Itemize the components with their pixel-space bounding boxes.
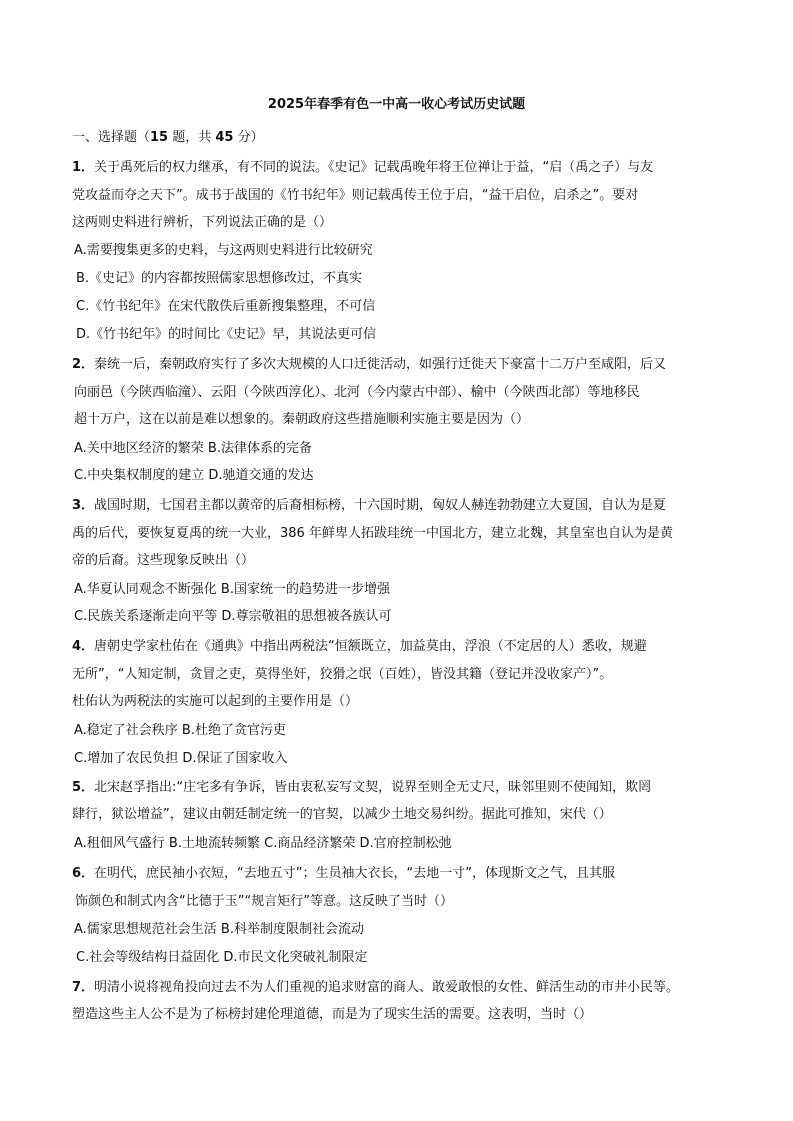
question-4-line-3: 杜佑认为两税法的实施可以起到的主要作用是（）: [72, 694, 359, 709]
question-6-line-1: 6．在明代，庶民袖小衣短，“去地五寸”；生员袖大衣长，“去地一寸”，体现斯文之气，且其服: [72, 866, 615, 881]
question-3-line-3: 帝的后裔。这些现象反映出（）: [72, 553, 255, 568]
section-heading: [72, 129, 264, 147]
question-6-number: 6．: [72, 866, 95, 881]
section-question-count: 15: [150, 130, 169, 145]
question-4-line-1: 4．唐朝史学家杜佑在《通典》中指出两税法“恒额既立，加益莫由，浮浪（不定居的人）悉收，规避: [72, 639, 647, 654]
question-5-number: 5．: [72, 780, 95, 795]
question-1-line-2: 党攻益而夺之天下”。成书于战国的《竹书纪年》则记载禹传王位于启，“益干启位，启杀之”。要对: [72, 188, 639, 203]
question-2-line-2: 向丽邑（今陕西临潼）、云阳（今陕西淳化）、北河（今内蒙古中部）、榆中（今陕西北部）等地移民: [74, 385, 640, 400]
question-4-options-ab: A.稳定了社会秩序 B.杜绝了贪官污吏: [74, 723, 286, 738]
question-4-options-cd: C.增加了农民负担 D.保证了国家收入: [74, 751, 288, 766]
exam-title: 2025年春季有色一中高一收心考试历史试题: [267, 97, 526, 112]
question-4-number: 4．: [72, 639, 95, 654]
question-3-line-2: 禹的后代，要恢复夏禹的统一大业，386 年鲜卑人拓跋珪统一中国北方，建立北魏，其皇室也自认为是黄: [72, 526, 673, 541]
question-2-number: 2．: [72, 357, 95, 372]
question-7-number: 7．: [72, 980, 95, 995]
question-1-option-c: C.《竹书纪年》在宋代散佚后重新搜集整理，不可信: [76, 299, 376, 314]
question-2-line-3: 超十万户，这在以前是难以想象的。秦朝政府这些措施顺利实施主要是因为（）: [74, 412, 530, 427]
question-1-number: 1．: [72, 160, 95, 175]
question-1-line-3: 这两则史料进行辨析，下列说法正确的是（）: [72, 215, 333, 230]
question-1-option-d: D.《竹书纪年》的时间比《史记》早，其说法更可信: [76, 327, 377, 342]
question-3-number: 3．: [72, 498, 95, 513]
question-2-line-1: 2．秦统一后，秦朝政府实行了多次大规模的人口迁徙活动，如强行迁徙天下豪富十二万户至咸阳，后又: [72, 357, 667, 372]
question-3-line-1: 3．战国时期，七国君主都以黄帝的后裔相标榜，十六国时期，匈奴人赫连勃勃建立大夏国，自认为是夏: [72, 498, 667, 513]
question-5-line-1: 5．北宋赵孚指出:“庄宅多有争诉，皆由衷私妄写文契，说界至则全无丈尺，昧邻里则不使闻知，欺罔: [72, 780, 652, 795]
question-1-option-a: A.需要搜集更多的史料，与这两则史料进行比较研究: [74, 243, 373, 258]
question-4-line-2: 无所”，“人知定制，贪冒之吏，莫得坐奸，狡猾之氓（百姓），皆没其籍（登记并没收家产）”。: [72, 667, 613, 682]
section-suffix: 分）: [233, 130, 264, 145]
question-1-line-1: 1．关于禹死后的权力继承，有不同的说法。《史记》记载禹晚年将王位禅让于益，“启（禹之子）与友: [72, 160, 654, 175]
question-6-line-2: 饰颜色和制式内含“比德于玉”“规言矩行”等意。这反映了当时（）: [75, 894, 453, 909]
question-6-options-cd: C.社会等级结构日益固化 D.市民文化突破礼制限定: [76, 950, 368, 965]
section-mid: 题，共: [168, 130, 216, 145]
question-7-line-1: 7．明清小说将视角投向过去不为人们重视的追求财富的商人、敢爱敢恨的女性、鲜活生动的市井小民等。: [72, 980, 680, 995]
section-prefix: 一、选择题（: [72, 130, 151, 145]
question-3-options-ab: A.华夏认同观念不断强化 B.国家统一的趋势进一步增强: [74, 582, 390, 597]
question-5-line-2: 肆行，狱讼增益”，建议由朝廷制定统一的官契，以减少土地交易纠纷。据此可推知，宋代（）: [72, 807, 612, 822]
question-1-option-b: B.《史记》的内容都按照儒家思想修改过，不真实: [76, 271, 363, 286]
question-7-line-2: 塑造这些主人公不是为了标榜封建伦理道德，而是为了现实生活的需要。这表明，当时（）: [72, 1007, 593, 1022]
question-6-options-ab: A.儒家思想规范社会生活 B.科举制度限制社会流动: [74, 922, 364, 937]
question-3-options-cd: C.民族关系逐渐走向平等 D.尊宗敬祖的思想被各族认可: [74, 609, 392, 624]
question-2-options-ab: A.关中地区经济的繁荣 B.法律体系的完备: [74, 441, 312, 456]
section-points: 45: [215, 130, 234, 145]
question-5-options: A.租佃风气盛行 B.土地流转频繁 C.商品经济繁荣 D.官府控制松弛: [74, 836, 452, 851]
question-2-options-cd: C.中央集权制度的建立 D.驰道交通的发达: [74, 468, 314, 483]
